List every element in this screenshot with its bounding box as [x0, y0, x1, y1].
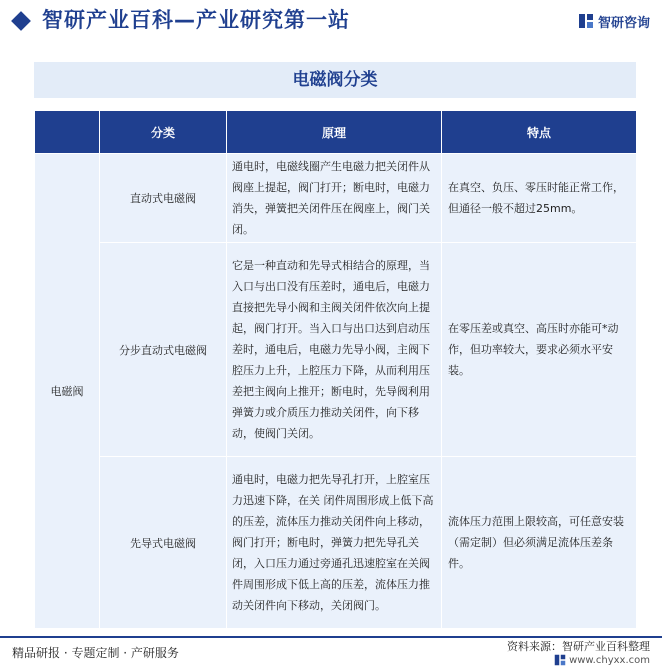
chyxx-logo-icon [578, 13, 594, 29]
category-cell: 先导式电磁阀 [100, 457, 227, 629]
page-title: 智研产业百科—产业研究第一站 [42, 8, 350, 32]
site-url: www.chyxx.com [569, 654, 650, 666]
feature-cell: 流体压力范围上限较高，可任意安装（需定制）但必须满足流体压差条件。 [442, 457, 637, 629]
principle-cell: 通电时，电磁力把先导孔打开，上腔室压力迅速下降，在关 闭件周围形成上低下高的压差，流体压力推动关闭件向上移动，阀门打开；断电时，弹簧力把先导孔关闭，入口压力通过旁通孔迅速腔室在关阀件周围形成下低上高的压差，流体压力推动关闭件向下移动，关闭阀门。 [227, 457, 442, 629]
table-title-band [34, 62, 636, 98]
brand-logo[interactable] [578, 12, 650, 30]
page-footer [0, 636, 662, 670]
principle-cell: 通电时，电磁线圈产生电磁力把关闭件从阀座上提起，阀门打开；断电时，电磁力消失，弹簧把关闭件压在阀座上，阀门关闭。 [227, 154, 442, 243]
site-link[interactable] [554, 654, 650, 666]
table-header-row [35, 111, 637, 154]
chyxx-logo-icon [554, 654, 566, 666]
principle-cell: 它是一种直动和先导式相结合的原理，当入口与出口没有压差时，通电后，电磁力直接把先导小阀和主阀关闭件依次向上提起，阀门打开。当入口与出口达到启动压差时，通电后，电磁力先导小阀，主阀下腔压力上升，上腔压力下降，从而利用压差把主阀向上推开；断电时，先导阀利用弹簧力或介质压力推动关闭件，向下移动，使阀门关闭。 [227, 243, 442, 457]
column-header-feature: 特点 [442, 111, 637, 154]
table-title: 电磁阀分类 [292, 70, 378, 90]
diamond-icon [11, 11, 31, 31]
feature-cell: 在真空、负压、零压时能正常工作，但通径一般不超过25mm。 [442, 154, 637, 243]
table-row [35, 457, 637, 629]
group-cell: 电磁阀 [35, 154, 100, 629]
category-cell: 直动式电磁阀 [100, 154, 227, 243]
classification-table [34, 110, 637, 629]
column-header-category: 分类 [100, 111, 227, 154]
column-header-principle: 原理 [227, 111, 442, 154]
brand-name: 智研咨询 [597, 15, 650, 31]
column-header-blank [35, 111, 100, 154]
table-row [35, 154, 637, 243]
feature-cell: 在零压差或真空、高压时亦能可*动作，但功率较大，要求必须水平安装。 [442, 243, 637, 457]
footer-services: 精品研报 · 专题定制 · 产研服务 [12, 646, 179, 660]
category-cell: 分步直动式电磁阀 [100, 243, 227, 457]
source-note: 资料来源：智研产业百科整理 [507, 640, 650, 653]
table-row [35, 243, 637, 457]
page-header [0, 0, 662, 40]
